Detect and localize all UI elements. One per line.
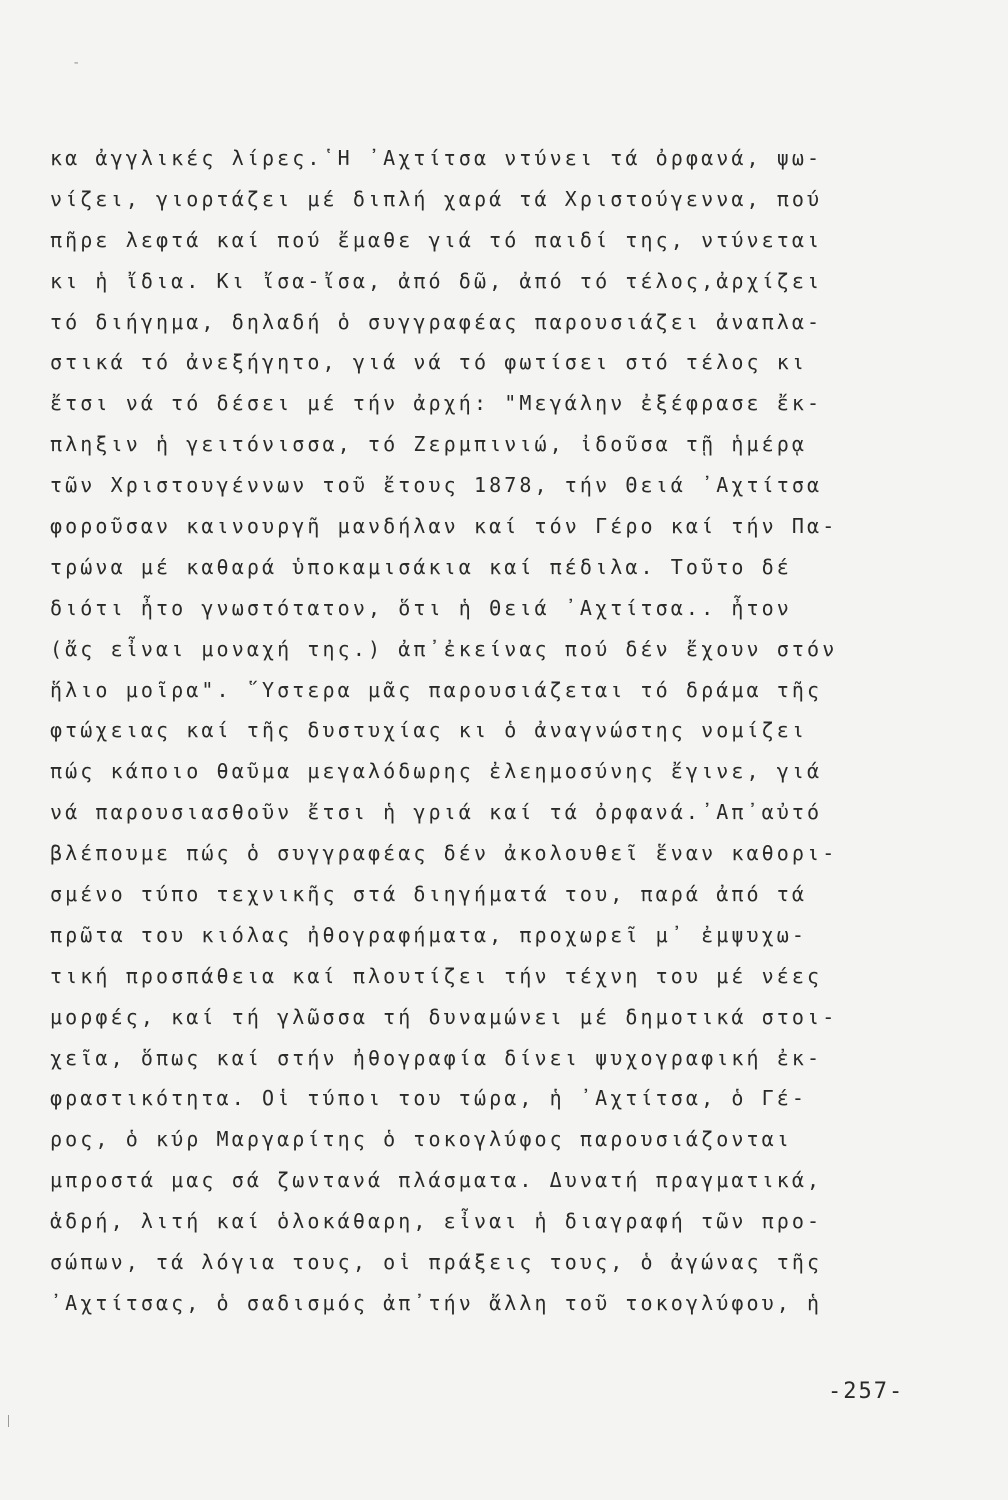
text-line: ἥλιο μοῖρα". ῞Υστερα μᾶς παρουσιάζεται τό δράμα τῆς bbox=[50, 677, 823, 702]
text-line: στικά τό ἀνεξήγητο, γιά νά τό φωτίσει στό τέλος κι bbox=[50, 350, 808, 375]
text-line: διότι ἦτο γνωστότατον, ὅτι ἡ Θειά ᾿Αχτίτσα.. ἦτον bbox=[50, 595, 792, 620]
text-line: ρος, ὁ κύρ Μαργαρίτης ὁ τοκογλύφος παρουσιάζονται bbox=[50, 1127, 792, 1152]
top-margin-mark: - bbox=[72, 55, 81, 71]
text-line: φτώχειας καί τῆς δυστυχίας κι ὁ ἀναγνώστης νομίζει bbox=[50, 718, 808, 743]
text-line: φραστικότητα. Οἱ τύποι του τώρα, ἡ ᾿Αχτίτσα, ὁ Γέ- bbox=[50, 1086, 808, 1111]
text-line: ἔτσι νά τό δέσει μέ τήν ἀρχή: "Μεγάλην ἐξέφρασε ἔκ- bbox=[50, 391, 823, 416]
text-line: σμένο τύπο τεχνικῆς στά διηγήματά του, παρά ἀπό τά bbox=[50, 882, 808, 907]
text-line: ἁδρή, λιτή καί ὁλοκάθαρη, εἶναι ἡ διαγραφή τῶν προ- bbox=[50, 1209, 823, 1234]
text-line: ᾿Αχτίτσας, ὁ σαδισμός ἀπ᾿τήν ἄλλη τοῦ τοκογλύφου, ἡ bbox=[50, 1290, 823, 1315]
text-line: χεῖα, ὅπως καί στήν ἠθογραφία δίνει ψυχογραφική ἐκ- bbox=[50, 1045, 823, 1070]
text-line: μπροστά μας σά ζωντανά πλάσματα. Δυνατή πραγματικά, bbox=[50, 1168, 823, 1193]
text-line: τό διήγημα, δηλαδή ὁ συγγραφέας παρουσιάζει ἀναπλα- bbox=[50, 309, 823, 334]
text-line: νίζει, γιορτάζει μέ διπλή χαρά τά Χριστούγεννα, πού bbox=[50, 186, 823, 211]
text-line: πώς κάποιο θαῦμα μεγαλόδωρης ἐλεημοσύνης ἔγινε, γιά bbox=[50, 759, 823, 784]
text-line: τρώνα μέ καθαρά ὑποκαμισάκια καί πέδιλα. Τοῦτο δέ bbox=[50, 554, 792, 579]
text-line: πρῶτα του κιόλας ἠθογραφήματα, προχωρεῖ μ᾿ ἐμψυχω- bbox=[50, 922, 808, 947]
body-text bbox=[50, 138, 930, 1324]
text-line: πληξιν ἡ γειτόνισσα, τό Ζερμπινιώ, ἰδοῦσα τῇ ἡμέρᾳ bbox=[50, 432, 808, 457]
text-line: τική προσπάθεια καί πλουτίζει τήν τέχνη του μέ νέες bbox=[50, 963, 823, 988]
text-line: τῶν Χριστουγέννων τοῦ ἔτους 1878, τήν Θειά ᾿Αχτίτσα bbox=[50, 473, 823, 498]
margin-tick bbox=[8, 1415, 9, 1427]
text-line: σώπων, τά λόγια τους, οἱ πράξεις τους, ὁ ἀγώνας τῆς bbox=[50, 1250, 823, 1275]
text-line: μορφές, καί τή γλῶσσα τή δυναμώνει μέ δημοτικά στοι- bbox=[50, 1004, 838, 1029]
text-line: νά παρουσιασθοῦν ἔτσι ἡ γριά καί τά ὀρφανά.᾿Απ᾿αὐτό bbox=[50, 800, 823, 825]
page-number: -257- bbox=[828, 1379, 905, 1404]
text-line: βλέπουμε πώς ὁ συγγραφέας δέν ἀκολουθεῖ ἕναν καθορι- bbox=[50, 841, 838, 866]
text-line: κα ἀγγλικές λίρες.῾Η ᾿Αχτίτσα ντύνει τά ὀρφανά, ψω- bbox=[50, 146, 823, 170]
text-line: (ἄς εἶναι μοναχή της.) ἀπ᾿ἐκείνας πού δέν ἔχουν στόν bbox=[50, 636, 838, 661]
text-line: φοροῦσαν καινουργῆ μανδήλαν καί τόν Γέρο καί τήν Πα- bbox=[50, 514, 838, 539]
text-line: κι ἡ ἴδια. Κι ἴσα-ἴσα, ἀπό δῶ, ἀπό τό τέλος,ἀρχίζει bbox=[50, 268, 823, 293]
text-line: πῆρε λεφτά καί πού ἔμαθε γιά τό παιδί της, ντύνεται bbox=[50, 227, 823, 252]
